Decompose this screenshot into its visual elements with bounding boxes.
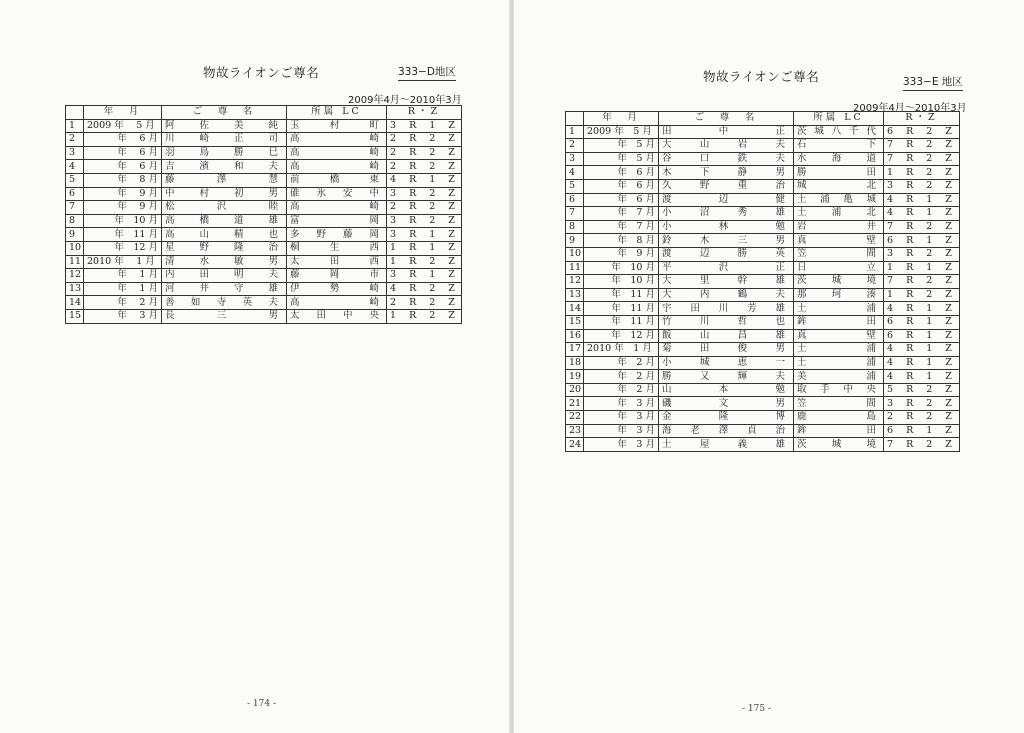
row-lc: 高崎: [287, 146, 387, 160]
row-name: 羽鳥勝巳: [162, 146, 287, 160]
row-name: 小林勉: [659, 220, 794, 234]
left-page-title: 物故ライオンご尊名: [203, 65, 320, 80]
table-row: [66, 269, 462, 283]
row-number: 1: [66, 119, 84, 133]
row-date: 年 3 月: [584, 397, 659, 411]
row-rz: 6 R 2 Z: [884, 125, 960, 139]
row-rz: 7 R 2 Z: [884, 275, 960, 289]
row-name: 渡辺健: [659, 193, 794, 207]
row-rz: 6 R 1 Z: [884, 424, 960, 438]
row-date: 年 5 月: [584, 152, 659, 166]
table-row: [566, 193, 960, 207]
table-row: [66, 133, 462, 147]
row-lc: 土浦亀城: [794, 193, 884, 207]
table-row: [66, 160, 462, 174]
row-lc: 富岡: [287, 214, 387, 228]
row-name: 高橋道雄: [162, 214, 287, 228]
table-row: [66, 146, 462, 160]
row-name: 大山岩夫: [659, 139, 794, 153]
row-date: 2010 年 1 月: [84, 255, 162, 269]
row-rz: 2 R 2 Z: [387, 296, 462, 310]
row-name: 谷口鉄夫: [659, 152, 794, 166]
row-number: 24: [566, 438, 584, 452]
row-date: 年 11 月: [84, 228, 162, 242]
table-row: [566, 315, 960, 329]
row-lc: 城北: [794, 179, 884, 193]
row-rz: 3 R 1 Z: [387, 269, 462, 283]
table-row: [566, 424, 960, 438]
header-lc: 所属 LC: [794, 112, 884, 126]
row-number: 11: [566, 261, 584, 275]
row-date: 2009 年 5 月: [84, 119, 162, 133]
row-number: 3: [66, 146, 84, 160]
row-lc: 太田中央: [287, 309, 387, 323]
row-lc: 玉村町: [287, 119, 387, 133]
row-rz: 4 R 1 Z: [884, 370, 960, 384]
row-rz: 7 R 2 Z: [884, 220, 960, 234]
table-row: [566, 438, 960, 452]
row-lc: 茨城八千代: [794, 125, 884, 139]
row-rz: 1 R 2 Z: [884, 288, 960, 302]
row-rz: 1 R 2 Z: [387, 309, 462, 323]
row-number: 6: [66, 187, 84, 201]
row-lc: 碓氷安中: [287, 187, 387, 201]
left-table-body: [66, 119, 462, 323]
row-date: 2009 年 5 月: [584, 125, 659, 139]
row-number: 10: [566, 247, 584, 261]
row-date: 年 3 月: [584, 438, 659, 452]
row-date: 年 11 月: [584, 288, 659, 302]
row-date: 年 6 月: [84, 160, 162, 174]
row-date: 年 3 月: [84, 309, 162, 323]
left-roster-table: [65, 105, 462, 324]
row-date: 年 9 月: [84, 201, 162, 215]
table-row: [566, 329, 960, 343]
row-date: 年 5 月: [584, 139, 659, 153]
row-lc: 笠間: [794, 397, 884, 411]
row-date: 年 6 月: [84, 146, 162, 160]
row-number: 14: [566, 302, 584, 316]
row-number: 7: [66, 201, 84, 215]
row-date: 年 3 月: [584, 424, 659, 438]
row-rz: 4 R 1 Z: [884, 343, 960, 357]
row-name: 菊田俊男: [659, 343, 794, 357]
row-name: 高山精也: [162, 228, 287, 242]
row-rz: 2 R 2 Z: [387, 146, 462, 160]
row-date: 2010 年 1 月: [584, 343, 659, 357]
row-name: 土屋義雄: [659, 438, 794, 452]
table-row: [66, 241, 462, 255]
row-number: 1: [566, 125, 584, 139]
row-name: 山本勉: [659, 383, 794, 397]
row-date: 年 8 月: [584, 234, 659, 248]
row-name: 河井守雄: [162, 282, 287, 296]
right-table-body: [566, 125, 960, 451]
header-no: [66, 106, 84, 120]
row-lc: 高崎: [287, 160, 387, 174]
row-name: 善如寺英夫: [162, 296, 287, 310]
row-number: 22: [566, 411, 584, 425]
table-row: [566, 179, 960, 193]
right-page-number: - 175 -: [742, 704, 771, 714]
row-rz: 3 R 1 Z: [387, 228, 462, 242]
table-row: [566, 139, 960, 153]
row-rz: 3 R 2 Z: [884, 247, 960, 261]
table-row: [66, 173, 462, 187]
row-number: 13: [66, 282, 84, 296]
row-number: 2: [66, 133, 84, 147]
table-row: [566, 275, 960, 289]
row-rz: 4 R 1 Z: [387, 173, 462, 187]
table-row: [66, 201, 462, 215]
header-name: ご 尊 名: [162, 106, 287, 120]
row-number: 9: [66, 228, 84, 242]
row-date: 年 10 月: [584, 275, 659, 289]
row-date: 年 10 月: [584, 261, 659, 275]
row-rz: 3 R 2 Z: [387, 187, 462, 201]
row-number: 10: [66, 241, 84, 255]
row-number: 12: [66, 269, 84, 283]
table-row: [66, 119, 462, 133]
row-lc: 桐生西: [287, 241, 387, 255]
row-lc: 高崎: [287, 201, 387, 215]
row-number: 8: [66, 214, 84, 228]
row-number: 6: [566, 193, 584, 207]
row-rz: 4 R 2 Z: [387, 282, 462, 296]
row-name: 竹川哲也: [659, 315, 794, 329]
table-row: [566, 397, 960, 411]
row-lc: 石下: [794, 139, 884, 153]
row-rz: 7 R 2 Z: [884, 139, 960, 153]
row-date: 年 6 月: [584, 179, 659, 193]
row-number: 12: [566, 275, 584, 289]
row-name: 川崎正司: [162, 133, 287, 147]
table-header-row: [566, 112, 960, 126]
row-name: 中村初男: [162, 187, 287, 201]
header-rz: R・Z: [884, 112, 960, 126]
row-date: 年 12 月: [84, 241, 162, 255]
row-rz: 7 R 2 Z: [884, 438, 960, 452]
row-date: 年 6 月: [584, 193, 659, 207]
row-lc: 水海道: [794, 152, 884, 166]
row-lc: 真壁: [794, 329, 884, 343]
row-name: 清水敏男: [162, 255, 287, 269]
row-name: 星野隆治: [162, 241, 287, 255]
table-row: [566, 234, 960, 248]
row-date: 年 11 月: [584, 302, 659, 316]
row-number: 3: [566, 152, 584, 166]
row-rz: 4 R 1 Z: [884, 356, 960, 370]
table-row: [66, 187, 462, 201]
row-rz: 1 R 1 Z: [387, 241, 462, 255]
row-date: 年 12 月: [584, 329, 659, 343]
table-row: [66, 296, 462, 310]
row-date: 年 2 月: [584, 356, 659, 370]
right-roster-table: [565, 111, 960, 452]
row-name: 阿佐美純: [162, 119, 287, 133]
row-number: 4: [566, 166, 584, 180]
row-lc: 土浦北: [794, 207, 884, 221]
row-lc: 岩井: [794, 220, 884, 234]
row-name: 大内鶴夫: [659, 288, 794, 302]
table-row: [566, 411, 960, 425]
table-row: [66, 255, 462, 269]
row-rz: 6 R 1 Z: [884, 234, 960, 248]
row-rz: 7 R 2 Z: [884, 152, 960, 166]
row-name: 磯文男: [659, 397, 794, 411]
row-name: 長三男: [162, 309, 287, 323]
row-lc: 茨城境: [794, 275, 884, 289]
row-rz: 3 R 2 Z: [884, 397, 960, 411]
row-number: 5: [566, 179, 584, 193]
table-row: [566, 343, 960, 357]
header-no: [566, 112, 584, 126]
row-name: 渡辺勝英: [659, 247, 794, 261]
table-row: [566, 247, 960, 261]
row-date: 年 6 月: [84, 133, 162, 147]
row-name: 吉濱和夫: [162, 160, 287, 174]
row-name: 松沢睦: [162, 201, 287, 215]
row-number: 7: [566, 207, 584, 221]
header-rz: R・Z: [387, 106, 462, 120]
row-rz: 3 R 2 Z: [387, 214, 462, 228]
row-number: 14: [66, 296, 84, 310]
row-number: 15: [66, 309, 84, 323]
row-rz: 4 R 1 Z: [884, 302, 960, 316]
row-lc: 茨城境: [794, 438, 884, 452]
row-lc: 鉾田: [794, 424, 884, 438]
table-row: [566, 383, 960, 397]
row-name: 鈴木三男: [659, 234, 794, 248]
header-name: ご 尊 名: [659, 112, 794, 126]
row-name: 内田明夫: [162, 269, 287, 283]
header-date: 年 月: [584, 112, 659, 126]
row-number: 15: [566, 315, 584, 329]
row-lc: 高崎: [287, 296, 387, 310]
table-row: [566, 288, 960, 302]
row-date: 年 9 月: [584, 247, 659, 261]
right-district-label: 333−E 地区: [903, 74, 963, 91]
table-row: [66, 228, 462, 242]
row-rz: 1 R 1 Z: [884, 261, 960, 275]
row-date: 年 6 月: [584, 166, 659, 180]
row-name: 宇田川芳雄: [659, 302, 794, 316]
row-name: 平沢正: [659, 261, 794, 275]
table-row: [566, 125, 960, 139]
table-row: [66, 309, 462, 323]
row-lc: 土浦: [794, 302, 884, 316]
row-number: 16: [566, 329, 584, 343]
row-date: 年 7 月: [584, 220, 659, 234]
row-date: 年 8 月: [84, 173, 162, 187]
row-lc: 多野藤岡: [287, 228, 387, 242]
row-date: 年 2 月: [584, 383, 659, 397]
row-name: 大里幹雄: [659, 275, 794, 289]
row-number: 20: [566, 383, 584, 397]
row-name: 飯山昌雄: [659, 329, 794, 343]
row-lc: 美浦: [794, 370, 884, 384]
row-date: 年 9 月: [84, 187, 162, 201]
row-number: 2: [566, 139, 584, 153]
row-number: 18: [566, 356, 584, 370]
table-row: [566, 261, 960, 275]
row-date: 年 1 月: [84, 269, 162, 283]
row-lc: 土浦: [794, 343, 884, 357]
right-page: [514, 0, 1024, 733]
row-number: 21: [566, 397, 584, 411]
row-rz: 3 R 2 Z: [884, 179, 960, 193]
row-lc: 勝田: [794, 166, 884, 180]
row-lc: 伊勢崎: [287, 282, 387, 296]
row-rz: 1 R 2 Z: [387, 255, 462, 269]
row-number: 9: [566, 234, 584, 248]
row-lc: 鉾田: [794, 315, 884, 329]
row-rz: 2 R 2 Z: [387, 160, 462, 174]
row-name: 小城恵一: [659, 356, 794, 370]
row-number: 4: [66, 160, 84, 174]
row-rz: 2 R 2 Z: [387, 201, 462, 215]
table-row: [66, 214, 462, 228]
row-name: 田中正: [659, 125, 794, 139]
row-number: 11: [66, 255, 84, 269]
row-rz: 6 R 1 Z: [884, 329, 960, 343]
row-lc: 土浦: [794, 356, 884, 370]
row-number: 17: [566, 343, 584, 357]
table-row: [566, 220, 960, 234]
row-name: 藤澤慧: [162, 173, 287, 187]
row-number: 13: [566, 288, 584, 302]
row-rz: 4 R 1 Z: [884, 207, 960, 221]
row-number: 23: [566, 424, 584, 438]
row-lc: 藤岡市: [287, 269, 387, 283]
header-date: 年 月: [84, 106, 162, 120]
row-rz: 2 R 2 Z: [387, 133, 462, 147]
table-row: [566, 207, 960, 221]
row-number: 5: [66, 173, 84, 187]
row-name: 木下静男: [659, 166, 794, 180]
right-period-label: 2009年4月～2010年3月: [853, 103, 967, 114]
row-lc: 高崎: [287, 133, 387, 147]
row-name: 小沼秀雄: [659, 207, 794, 221]
row-lc: 太田西: [287, 255, 387, 269]
left-page-number: - 174 -: [247, 699, 276, 709]
left-district-label: 333−D地区: [398, 64, 456, 81]
row-date: 年 7 月: [584, 207, 659, 221]
row-number: 19: [566, 370, 584, 384]
row-lc: 前橋東: [287, 173, 387, 187]
table-row: [566, 356, 960, 370]
row-name: 久野重治: [659, 179, 794, 193]
row-lc: 笠間: [794, 247, 884, 261]
row-date: 年 10 月: [84, 214, 162, 228]
table-row: [66, 282, 462, 296]
table-row: [566, 166, 960, 180]
row-rz: 1 R 2 Z: [884, 166, 960, 180]
row-date: 年 11 月: [584, 315, 659, 329]
row-name: 勝又輝夫: [659, 370, 794, 384]
row-date: 年 3 月: [584, 411, 659, 425]
table-row: [566, 370, 960, 384]
row-lc: 那珂湊: [794, 288, 884, 302]
table-row: [566, 302, 960, 316]
left-page: [0, 0, 510, 733]
row-name: 海老澤貞治: [659, 424, 794, 438]
table-header-row: [66, 106, 462, 120]
row-lc: 鹿島: [794, 411, 884, 425]
row-lc: 真壁: [794, 234, 884, 248]
header-lc: 所属 LC: [287, 106, 387, 120]
row-rz: 4 R 1 Z: [884, 193, 960, 207]
row-lc: 日立: [794, 261, 884, 275]
row-lc: 取手中央: [794, 383, 884, 397]
table-row: [566, 152, 960, 166]
row-rz: 3 R 1 Z: [387, 119, 462, 133]
row-number: 8: [566, 220, 584, 234]
row-rz: 5 R 2 Z: [884, 383, 960, 397]
row-rz: 2 R 2 Z: [884, 411, 960, 425]
row-date: 年 2 月: [584, 370, 659, 384]
row-date: 年 2 月: [84, 296, 162, 310]
row-date: 年 1 月: [84, 282, 162, 296]
right-page-title: 物故ライオンご尊名: [703, 69, 820, 84]
row-rz: 6 R 1 Z: [884, 315, 960, 329]
row-name: 金隆博: [659, 411, 794, 425]
left-period-label: 2009年4月～2010年3月: [348, 95, 462, 106]
